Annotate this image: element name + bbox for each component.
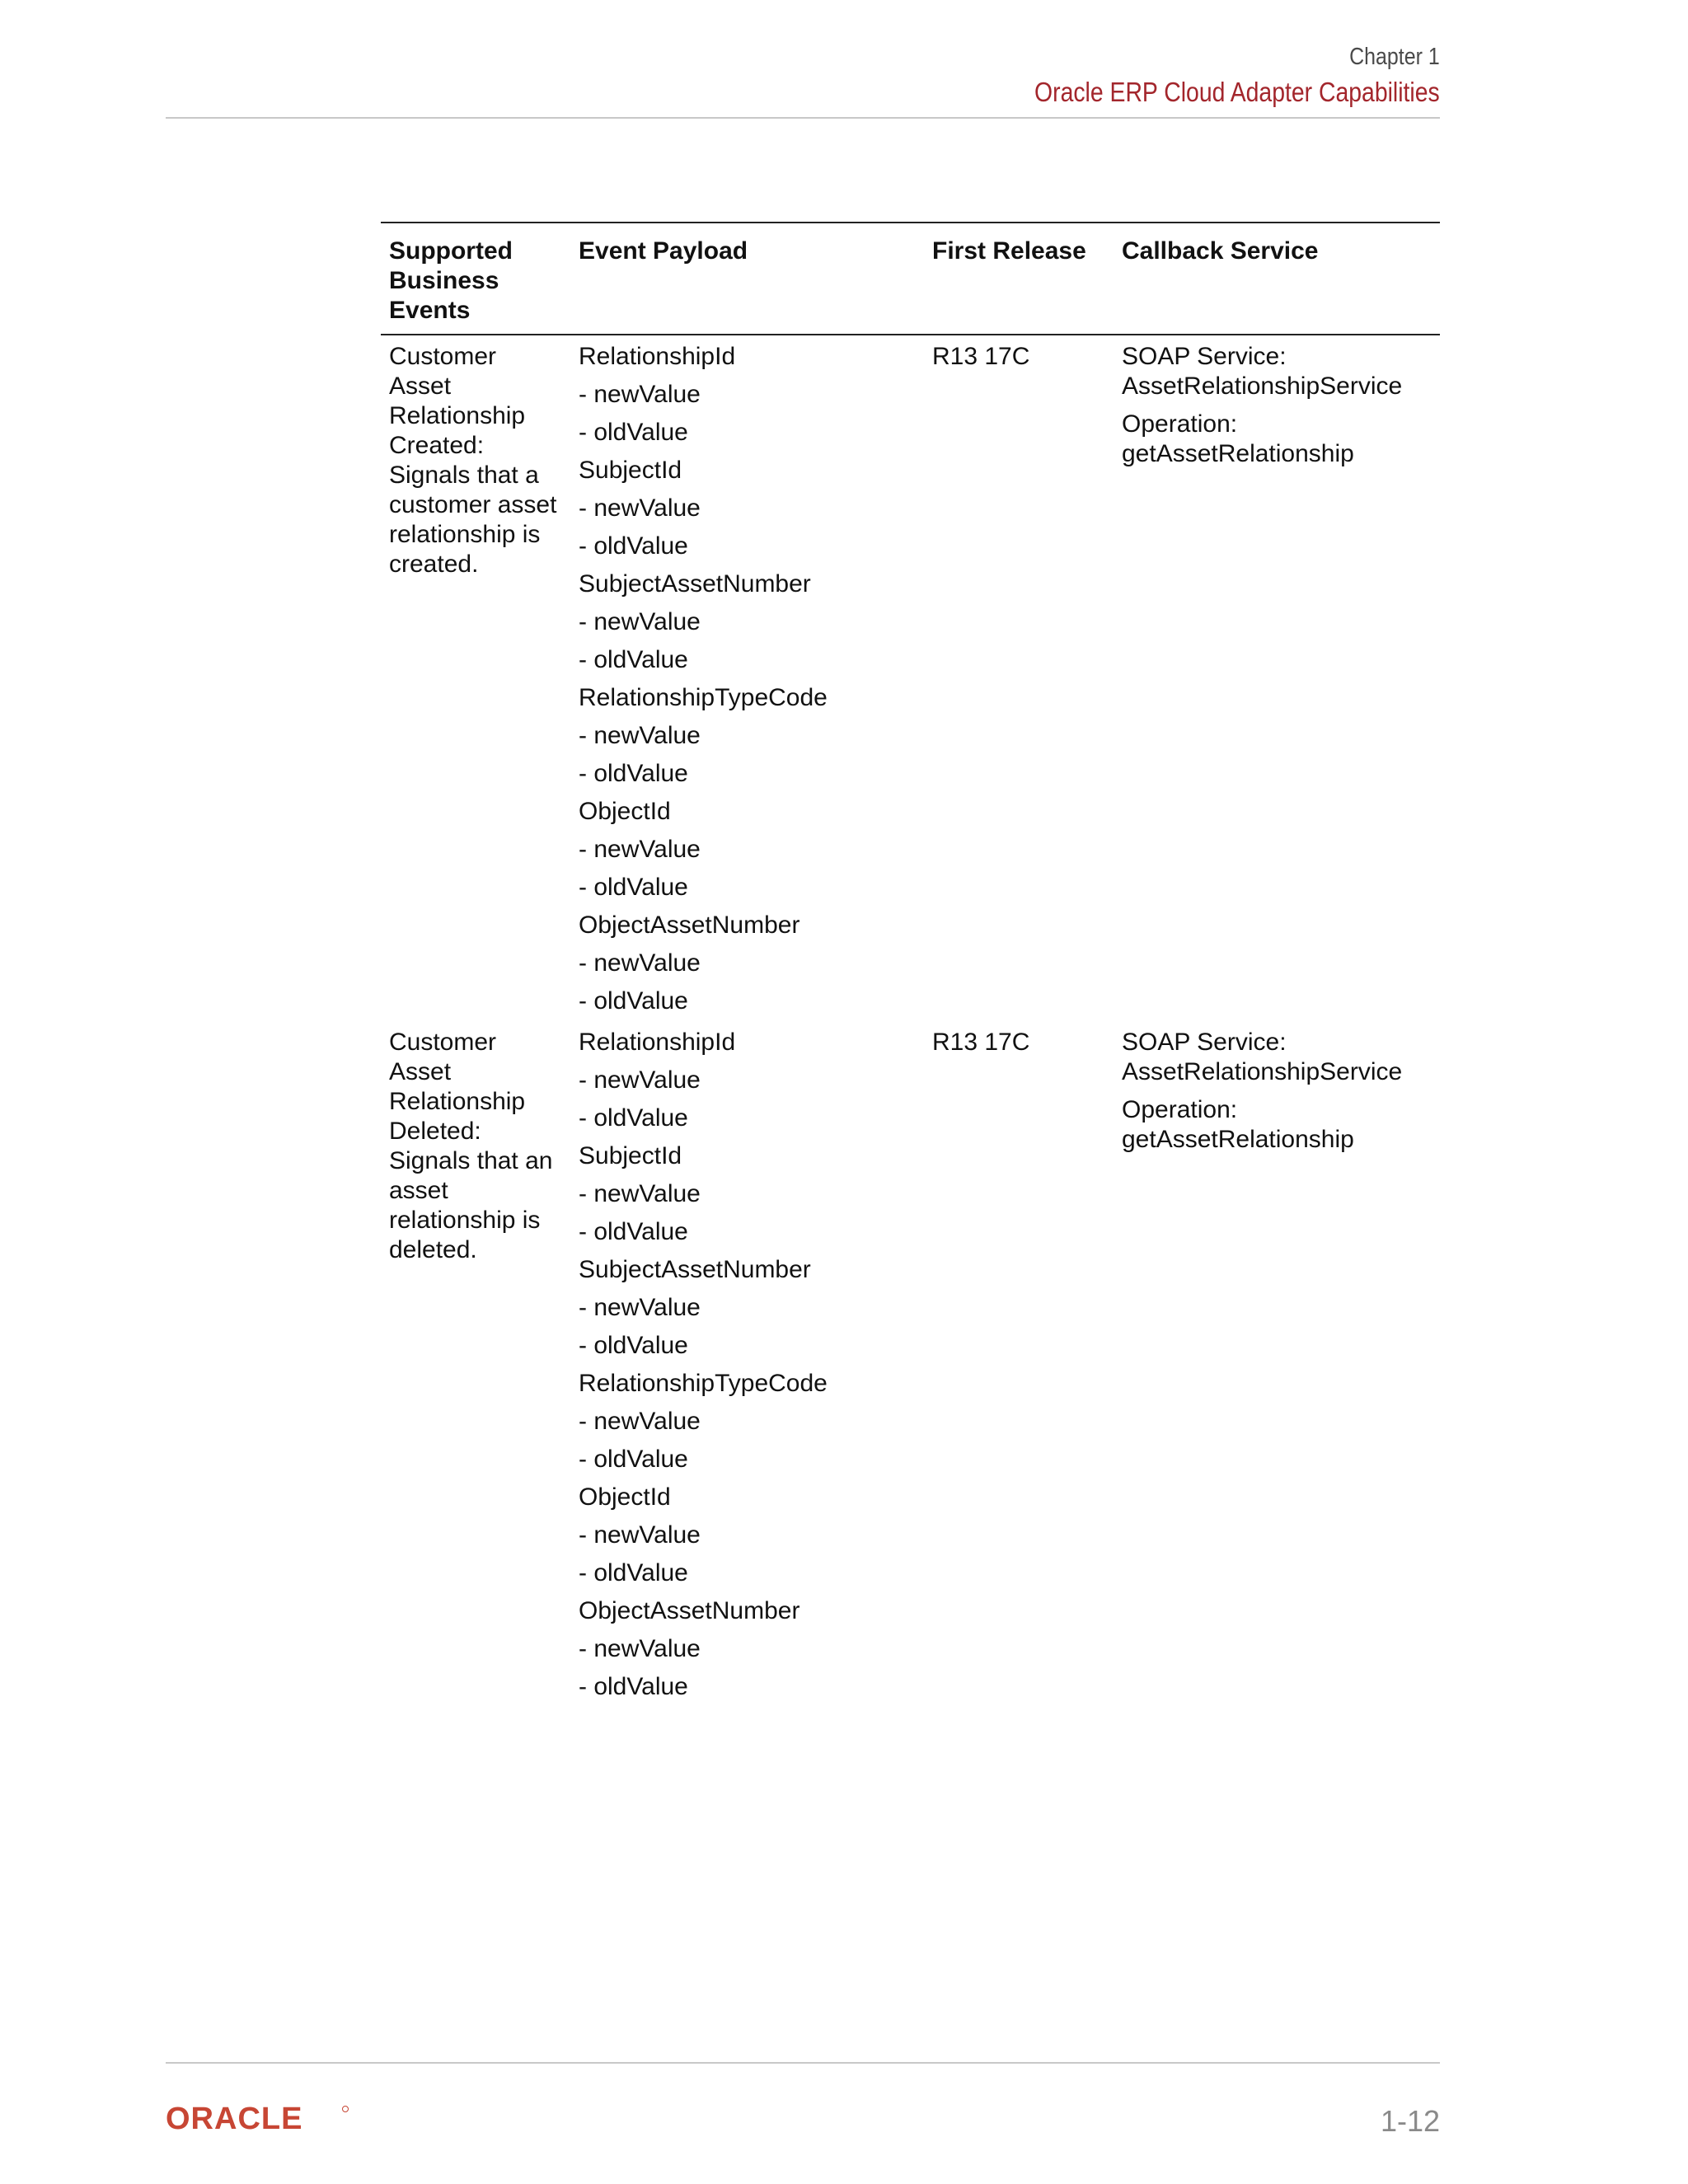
payload-field: - newValue [579, 608, 701, 635]
payload-field: - oldValue [579, 760, 688, 787]
service-name: AssetRelationshipService [1122, 373, 1403, 400]
operation-label: Operation: [1122, 410, 1238, 438]
service-label: SOAP Service: [1122, 1029, 1287, 1056]
payload-field: - oldValue [579, 1559, 688, 1586]
table-header-row [381, 223, 1440, 335]
column-header: First Release [932, 237, 1086, 265]
oracle-logo [166, 2104, 350, 2136]
event-payload-cell [570, 1021, 924, 1707]
payload-field: - newValue [579, 1066, 701, 1094]
soap-service-block [1122, 342, 1432, 401]
table-row [381, 335, 1440, 1021]
service-label: SOAP Service: [1122, 343, 1287, 370]
payload-field: ObjectId [579, 1483, 671, 1511]
payload-field: SubjectId [579, 457, 682, 484]
payload-field: SubjectId [579, 1142, 682, 1169]
payload-field: - newValue [579, 722, 701, 749]
payload-field: - newValue [579, 1180, 701, 1207]
payload-field: RelationshipId [579, 343, 736, 370]
event-description-cell: Customer Asset Relationship Deleted: Signals that an asset relationship is deleted. [389, 1029, 553, 1263]
operation-block [1122, 410, 1432, 469]
event-description-cell: Customer Asset Relationship Created: Signals that a customer asset relationship is created. [389, 343, 557, 578]
page-header [968, 43, 1440, 109]
column-header: Event Payload [579, 237, 748, 265]
operation-name: getAssetRelationship [1122, 440, 1354, 467]
payload-field: - newValue [579, 1521, 701, 1549]
payload-field: - oldValue [579, 419, 688, 446]
section-title: Oracle ERP Cloud Adapter Capabilities [1034, 77, 1440, 107]
registered-mark-icon [343, 2107, 349, 2112]
payload-field: ObjectAssetNumber [579, 1597, 800, 1624]
payload-field: - newValue [579, 949, 701, 977]
payload-field: ObjectId [579, 798, 671, 825]
table-row [381, 1021, 1440, 1707]
payload-field: - oldValue [579, 532, 688, 560]
first-release-cell: R13 17C [932, 1029, 1030, 1056]
payload-field: - newValue [579, 494, 701, 522]
operation-name: getAssetRelationship [1122, 1126, 1354, 1153]
service-name: AssetRelationshipService [1122, 1058, 1403, 1085]
payload-field: - newValue [579, 1408, 701, 1435]
payload-field: - oldValue [579, 1446, 688, 1473]
payload-field: - newValue [579, 836, 701, 863]
column-header: Supported Business Events [389, 237, 513, 324]
footer-divider [166, 2062, 1440, 2064]
payload-field: - newValue [579, 1294, 701, 1321]
payload-field: RelationshipId [579, 1029, 736, 1056]
first-release-cell: R13 17C [932, 343, 1030, 370]
oracle-logo-icon [166, 2104, 350, 2132]
column-header: Callback Service [1122, 237, 1319, 265]
payload-field: SubjectAssetNumber [579, 1256, 811, 1283]
payload-field: RelationshipTypeCode [579, 684, 828, 711]
payload-field: RelationshipTypeCode [579, 1370, 828, 1397]
chapter-label: Chapter 1 [1349, 44, 1440, 70]
operation-label: Operation: [1122, 1096, 1238, 1123]
payload-field: - newValue [579, 381, 701, 408]
oracle-logo-text: ORACLE [166, 2104, 303, 2132]
payload-field: SubjectAssetNumber [579, 570, 811, 598]
header-divider [166, 117, 1440, 119]
payload-field: - newValue [579, 1635, 701, 1662]
payload-field: ObjectAssetNumber [579, 912, 800, 939]
payload-field: - oldValue [579, 1332, 688, 1359]
event-payload-cell [570, 335, 924, 1021]
payload-field: - oldValue [579, 646, 688, 673]
callback-service-cell [1114, 335, 1440, 1021]
callback-service-cell [1114, 1021, 1440, 1707]
events-table [381, 222, 1440, 1707]
page-number: 1-12 [1380, 2104, 1440, 2138]
payload-field: - oldValue [579, 987, 688, 1015]
payload-field: - oldValue [579, 1673, 688, 1700]
payload-field: - oldValue [579, 874, 688, 901]
events-table-container [381, 222, 1440, 1707]
operation-block [1122, 1095, 1432, 1155]
payload-field: - oldValue [579, 1218, 688, 1245]
payload-field: - oldValue [579, 1104, 688, 1132]
soap-service-block [1122, 1028, 1432, 1087]
